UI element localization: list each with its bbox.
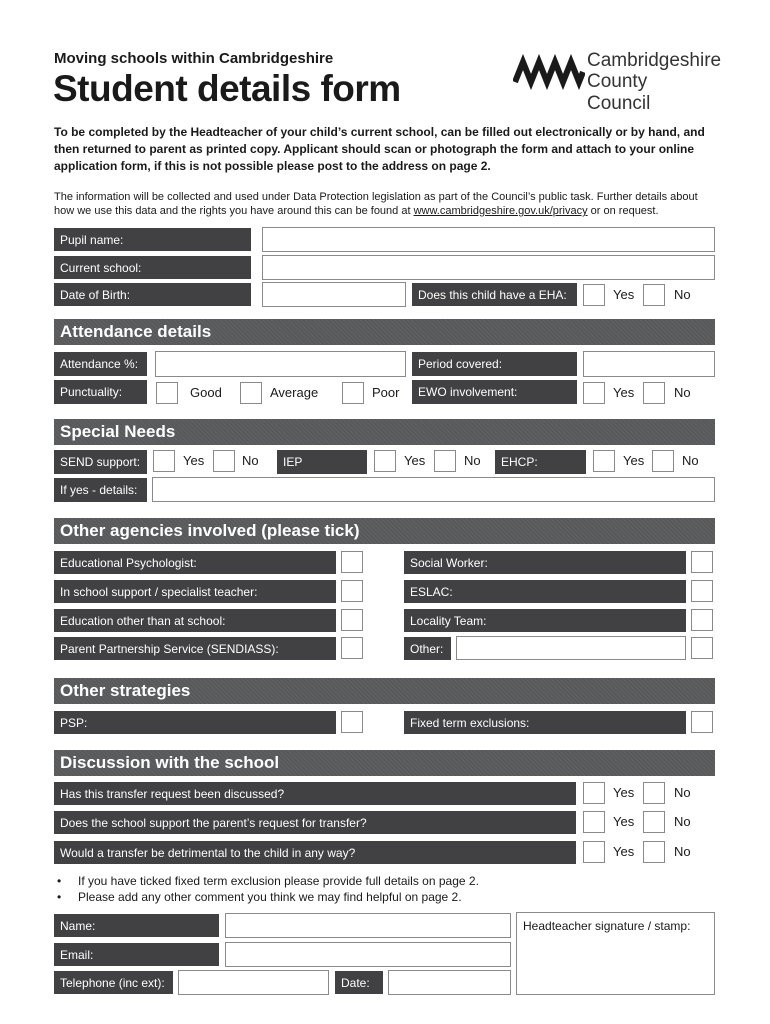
privacy-before: The information will be collected and used under Data Protection legislation as part of the Council’s public task. Further details about how we use this data and the rights you have around this can be found at — [54, 191, 698, 217]
ehcp-label: EHCP: — [495, 450, 586, 474]
contact-email-input[interactable] — [225, 942, 511, 967]
punctuality-poor-checkbox[interactable] — [342, 382, 364, 404]
telephone-label: Telephone (inc ext): — [54, 971, 173, 994]
eslac-checkbox[interactable] — [691, 580, 713, 602]
current-school-input[interactable] — [262, 255, 715, 280]
council-logo-mark-icon — [513, 52, 585, 92]
in-school-checkbox[interactable] — [341, 580, 363, 602]
iep-yes-checkbox[interactable] — [374, 450, 396, 472]
other-agency-label: Other: — [404, 637, 451, 660]
privacy-link[interactable]: www.cambridgeshire.gov.uk/privacy — [413, 205, 588, 217]
note-bullet-2: Please add any other comment you think we may find helpful on page 2. — [78, 890, 462, 904]
privacy-text — [54, 190, 716, 218]
ehcp-no-checkbox[interactable] — [652, 450, 674, 472]
current-school-label: Current school: — [54, 256, 251, 279]
send-support-label: SEND support: — [54, 450, 147, 474]
ewo-yes-text: Yes — [613, 385, 635, 400]
special-needs-heading: Special Needs — [54, 419, 715, 445]
q3-no-text: No — [674, 844, 691, 859]
q1-yes-text: Yes — [613, 785, 635, 800]
signature-label: Headteacher signature / stamp: — [523, 919, 691, 933]
contact-name-label: Name: — [54, 914, 219, 937]
contact-email-label: Email: — [54, 943, 219, 966]
dob-label: Date of Birth: — [54, 283, 251, 306]
parent-partnership-label: Parent Partnership Service (SENDIASS): — [54, 637, 336, 660]
q1-no-checkbox[interactable] — [643, 782, 665, 804]
period-covered-input[interactable] — [583, 351, 715, 377]
discussion-q2-label: Does the school support the parent’s request for transfer? — [54, 811, 576, 834]
ed-psych-checkbox[interactable] — [341, 551, 363, 573]
fixed-term-label: Fixed term exclusions: — [404, 711, 686, 734]
q2-yes-checkbox[interactable] — [583, 811, 605, 833]
send-yes-checkbox[interactable] — [153, 450, 175, 472]
ewo-yes-checkbox[interactable] — [583, 382, 605, 404]
ed-other-checkbox[interactable] — [341, 609, 363, 631]
locality-team-checkbox[interactable] — [691, 609, 713, 631]
strategies-heading: Other strategies — [54, 678, 715, 704]
eha-yes-checkbox[interactable] — [583, 284, 605, 306]
date-label: Date: — [335, 971, 383, 994]
pupil-name-input[interactable] — [262, 227, 715, 252]
other-agency-checkbox[interactable] — [691, 637, 713, 659]
q1-no-text: No — [674, 785, 691, 800]
agencies-heading: Other agencies involved (please tick) — [54, 518, 715, 544]
psp-checkbox[interactable] — [341, 711, 363, 733]
date-input[interactable] — [388, 970, 511, 995]
details-label: If yes - details: — [54, 478, 147, 502]
attendance-pct-label: Attendance %: — [54, 352, 147, 376]
signature-box[interactable] — [516, 912, 715, 995]
discussion-q1-label: Has this transfer request been discussed? — [54, 782, 576, 805]
bullet-marker: • — [57, 874, 62, 888]
page-title: Student details form — [53, 68, 401, 109]
attendance-pct-input[interactable] — [155, 351, 406, 377]
send-no-text: No — [242, 453, 259, 468]
logo-line2: County Council — [587, 71, 651, 114]
other-agency-input[interactable] — [456, 636, 686, 660]
eha-label: Does this child have a EHA: — [412, 283, 577, 306]
q2-no-checkbox[interactable] — [643, 811, 665, 833]
iep-yes-text: Yes — [404, 453, 426, 468]
council-logo — [513, 50, 722, 114]
q2-no-text: No — [674, 814, 691, 829]
q3-yes-checkbox[interactable] — [583, 841, 605, 863]
contact-name-input[interactable] — [225, 913, 511, 938]
note-bullet-1: If you have ticked fixed term exclusion please provide full details on page 2. — [78, 874, 479, 888]
send-no-checkbox[interactable] — [213, 450, 235, 472]
ehcp-no-text: No — [682, 453, 699, 468]
iep-no-text: No — [464, 453, 481, 468]
punctuality-good-text: Good — [190, 385, 222, 400]
send-yes-text: Yes — [183, 453, 205, 468]
ewo-no-checkbox[interactable] — [643, 382, 665, 404]
q2-yes-text: Yes — [613, 814, 635, 829]
locality-team-label: Locality Team: — [404, 609, 686, 632]
dob-input[interactable] — [262, 282, 406, 307]
discussion-heading: Discussion with the school — [54, 750, 715, 776]
pupil-name-label: Pupil name: — [54, 228, 251, 251]
eha-no-checkbox[interactable] — [643, 284, 665, 306]
punctuality-label: Punctuality: — [54, 380, 147, 404]
punctuality-average-checkbox[interactable] — [240, 382, 262, 404]
privacy-after: or on request. — [587, 205, 659, 217]
parent-partnership-checkbox[interactable] — [341, 637, 363, 659]
punctuality-average-text: Average — [270, 385, 319, 400]
fixed-term-checkbox[interactable] — [691, 711, 713, 733]
social-worker-label: Social Worker: — [404, 551, 686, 574]
psp-label: PSP: — [54, 711, 336, 734]
q3-no-checkbox[interactable] — [643, 841, 665, 863]
details-input[interactable] — [152, 477, 715, 502]
ehcp-yes-checkbox[interactable] — [593, 450, 615, 472]
punctuality-good-checkbox[interactable] — [156, 382, 178, 404]
telephone-input[interactable] — [178, 970, 329, 995]
eha-no-text: No — [674, 287, 691, 302]
logo-line1: Cambridgeshire — [587, 50, 722, 71]
in-school-label: In school support / specialist teacher: — [54, 580, 336, 603]
ehcp-yes-text: Yes — [623, 453, 645, 468]
q3-yes-text: Yes — [613, 844, 635, 859]
ed-other-label: Education other than at school: — [54, 609, 336, 632]
attendance-heading: Attendance details — [54, 319, 715, 345]
iep-label: IEP — [277, 450, 367, 474]
form-subtitle: Moving schools within Cambridgeshire — [54, 50, 334, 67]
iep-no-checkbox[interactable] — [434, 450, 456, 472]
discussion-q3-label: Would a transfer be detrimental to the child in any way? — [54, 841, 576, 864]
ed-psych-label: Educational Psychologist: — [54, 551, 336, 574]
intro-text: To be completed by the Headteacher of your child’s current school, can be filled out electronically or by hand, and then returned to parent as printed copy. Applicant should scan or photograph the form and attach to your online application form, if this is not possible please post to the address on page 2. — [54, 125, 705, 173]
ewo-no-text: No — [674, 385, 691, 400]
period-covered-label: Period covered: — [412, 352, 577, 376]
q1-yes-checkbox[interactable] — [583, 782, 605, 804]
ewo-label: EWO involvement: — [412, 380, 577, 404]
social-worker-checkbox[interactable] — [691, 551, 713, 573]
bullet-marker: • — [57, 890, 62, 904]
eha-yes-text: Yes — [613, 287, 635, 302]
punctuality-poor-text: Poor — [372, 385, 400, 400]
eslac-label: ESLAC: — [404, 580, 686, 603]
